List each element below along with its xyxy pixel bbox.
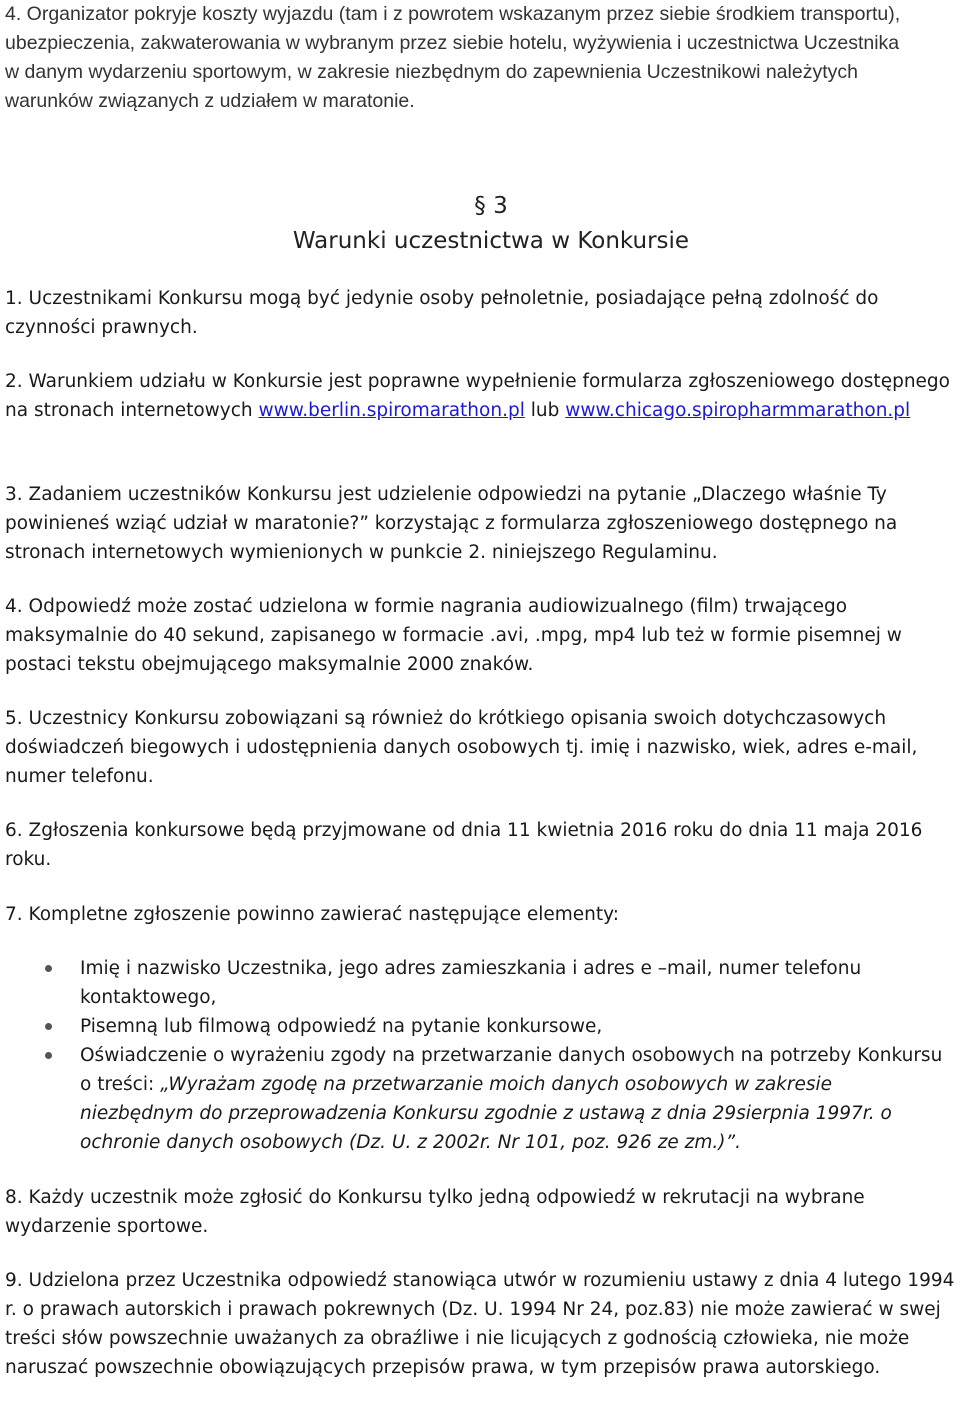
chicago-link[interactable]: www.chicago.spiropharmmarathon.pl	[565, 400, 911, 421]
section-header	[5, 188, 957, 258]
section-title: Warunki uczestnictwa w Konkursie	[292, 228, 690, 254]
item-9: 9. Udzielona przez Uczestnika odpowiedź stanowiąca utwór w rozumieniu ustawy z dnia 4 lutego 1994 r. o prawach autorskich i prawach pokrewnych (Dz. U. 1994 Nr 24, poz.83) nie może zawierać w swej treści słów powszechnie uważanych za obraźliwe i nie licujących z godnością człowieka, nie może naruszać powszechnie obowiązujących przepisów prawa, w tym przepisów prawa autorskiego.	[5, 1270, 955, 1378]
intro-paragraph: 4. Organizator pokryje koszty wyjazdu (tam i z powrotem wskazanym przez siebie środkiem transportu), ubezpieczenia, zakwaterowania w wybranym przez siebie hotelu, wyżywienia i uczestnictwa Uczestnika w danym wydarzeniu sportowym, w zakresie niezbędnym do zapewnienia Uczestnikowi należytych warunków związanych z udziałem w maratonie.	[5, 3, 901, 112]
bullet-icon	[45, 965, 52, 972]
section-symbol: § 3	[474, 193, 508, 219]
item-2	[5, 367, 950, 425]
item-8: 8. Każdy uczestnik może zgłosić do Konkursu tylko jedną odpowiedź w rekrutacji na wybrane wydarzenie sportowe.	[5, 1187, 865, 1237]
item-7: 7. Kompletne zgłoszenie powinno zawierać następujące elementy:	[5, 904, 619, 925]
list-item-text: Oświadczenie o wyrażeniu zgody na przetwarzanie danych osobowych na potrzeby Konkursu o treści:	[80, 1045, 943, 1095]
list-item-text: Pisemną lub filmową odpowiedź na pytanie konkursowe,	[80, 1016, 603, 1037]
item-2-text: 2. Warunkiem udziału w Konkursie jest poprawne wypełnienie formularza zgłoszeniowego dostępnego na stronach internetowych	[5, 371, 950, 421]
list-item	[5, 1012, 950, 1041]
consent-clause: „Wyrażam zgodę na przetwarzanie moich danych osobowych w zakresie niezbędnym do przeprowadzenia Konkursu zgodnie z ustawą z dnia 29sierpnia 1997r. o ochronie danych osobowych (Dz. U. z 2002r. Nr 101, poz. 926 ze zm.)”.	[80, 1074, 892, 1153]
item-1: 1. Uczestnikami Konkursu mogą być jedynie osoby pełnoletnie, posiadające pełną zdolność do czynności prawnych.	[5, 288, 879, 338]
requirements-list	[5, 954, 950, 1157]
item-6: 6. Zgłoszenia konkursowe będą przyjmowane od dnia 11 kwietnia 2016 roku do dnia 11 maja 2016 roku.	[5, 820, 923, 870]
item-2-mid: lub	[524, 400, 566, 421]
item-5: 5. Uczestnicy Konkursu zobowiązani są również do krótkiego opisania swoich dotychczasowych doświadczeń biegowych i udostępnienia danych osobowych tj. imię i nazwisko, wiek, adres e-mail, numer telefonu.	[5, 708, 918, 787]
list-item-text: Imię i nazwisko Uczestnika, jego adres zamieszkania i adres e –mail, numer telefonu kontaktowego,	[80, 958, 862, 1008]
item-4: 4. Odpowiedź może zostać udzielona w formie nagrania audiowizualnego (film) trwającego maksymalnie do 40 sekund, zapisanego w formacie .avi, .mpg, mp4 lub też w formie pisemnej w postaci tekstu obejmującego maksymalnie 2000 znaków.	[5, 596, 902, 675]
item-3: 3. Zadaniem uczestników Konkursu jest udzielenie odpowiedzi na pytanie „Dlaczego właśnie Ty powinieneś wziąć udział w maratonie?” korzystając z formularza zgłoszeniowego dostępnego na stronach internetowych wymienionych w punkcie 2. niniejszego Regulaminu.	[5, 484, 898, 563]
list-item	[5, 1041, 950, 1157]
bullet-icon	[45, 1052, 52, 1059]
bullet-icon	[45, 1023, 52, 1030]
berlin-link[interactable]: www.berlin.spiromarathon.pl	[258, 400, 525, 421]
list-item	[5, 954, 950, 1012]
